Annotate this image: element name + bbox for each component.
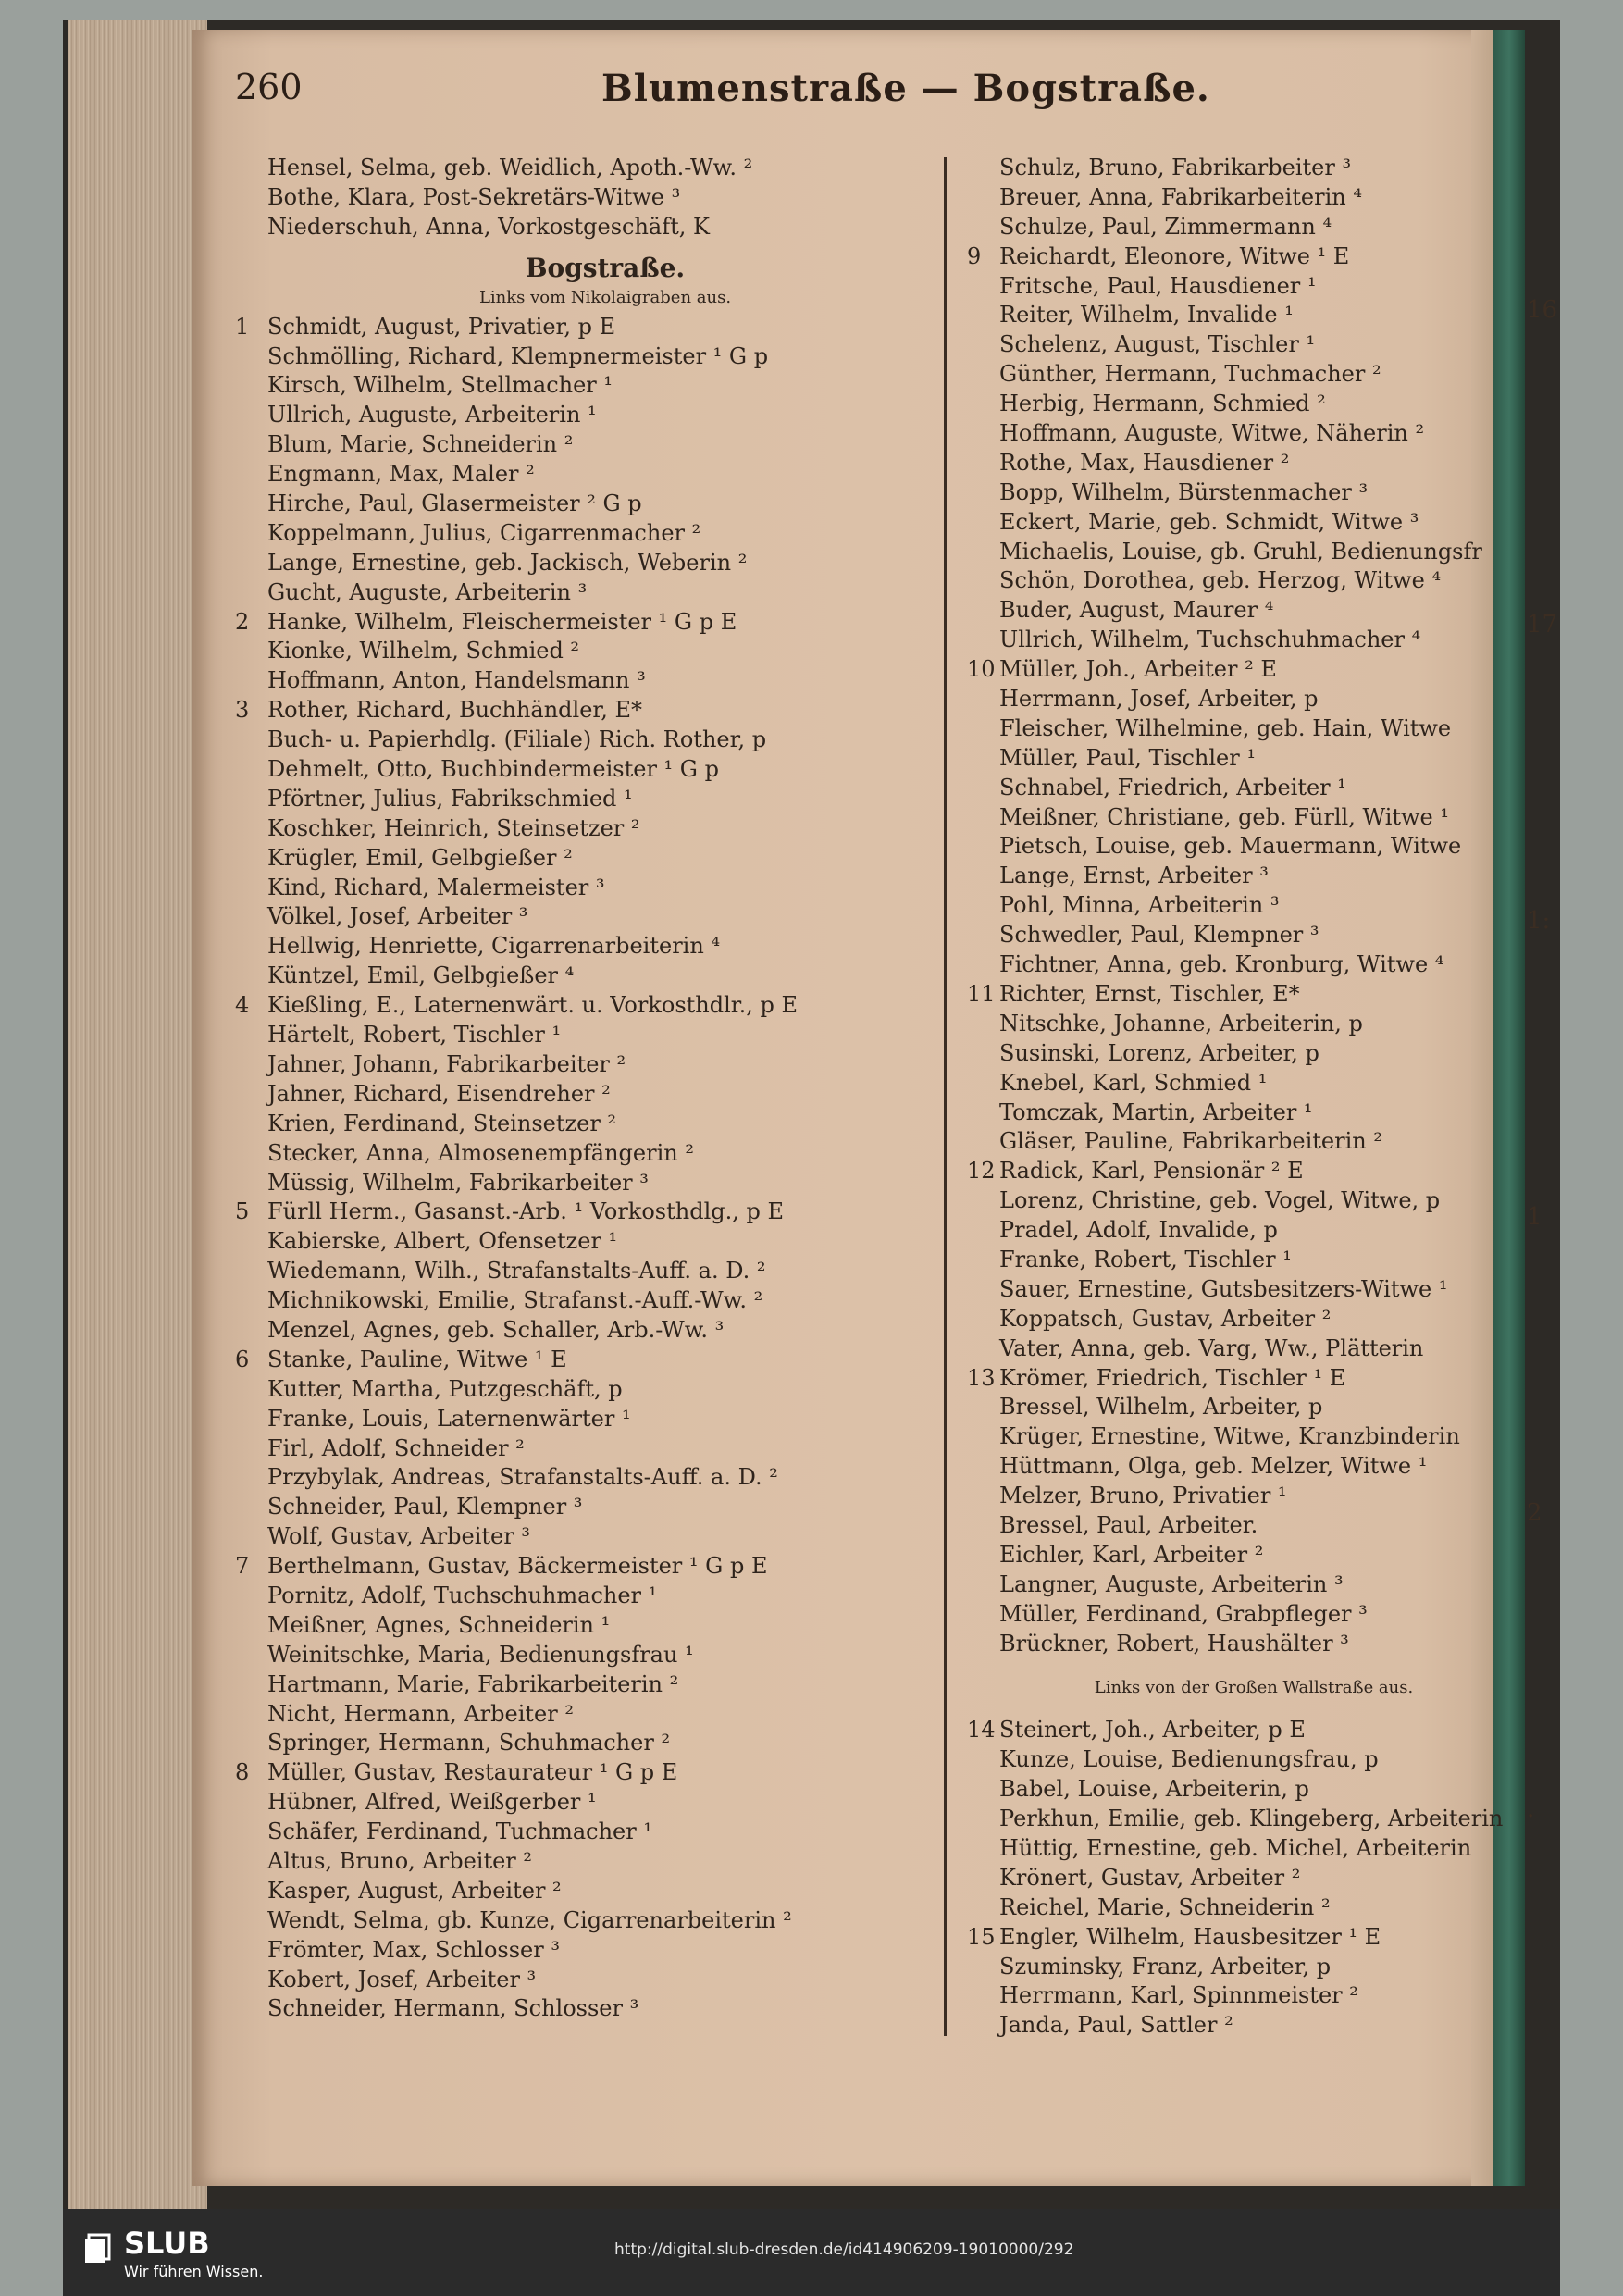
resident-entry: Reiter, Wilhelm, Invalide ¹ [999, 302, 1294, 329]
directory-entry [967, 1422, 1541, 1452]
house-number: 3 [235, 697, 250, 724]
house-number: 5 [235, 1198, 250, 1225]
resident-entry: Hüttig, Ernestine, geb. Michel, Arbeiterin [999, 1834, 1472, 1861]
directory-entry [235, 401, 975, 430]
directory-entry [967, 213, 1541, 242]
resident-entry: Kirsch, Wilhelm, Stellmacher ¹ [267, 372, 613, 399]
directory-entry [967, 538, 1541, 567]
resident-entry: Kasper, August, Arbeiter ² [267, 1877, 562, 1904]
directory-entry [967, 1246, 1541, 1275]
directory-entry [967, 1364, 1541, 1394]
resident-entry: Hellwig, Henriette, Cigarrenarbeiterin ⁴ [267, 933, 721, 960]
resident-entry: Vater, Anna, geb. Varg, Ww., Plätterin [999, 1334, 1424, 1361]
directory-entry [235, 1346, 975, 1375]
resident-entry: Hoffmann, Auguste, Witwe, Näherin ² [999, 420, 1425, 447]
resident-entry: Reichardt, Eleonore, Witwe ¹ E [999, 242, 1350, 269]
resident-entry: Sauer, Ernestine, Gutsbesitzers-Witwe ¹ [999, 1275, 1448, 1302]
resident-entry: Schäfer, Ferdinand, Tuchmacher ¹ [267, 1818, 652, 1845]
resident-entry: Krügler, Emil, Gelbgießer ² [267, 844, 573, 871]
resident-entry: Rother, Richard, Buchhändler, E* [267, 697, 643, 724]
resident-entry: Engler, Wilhelm, Hausbesitzer ¹ E [999, 1923, 1381, 1950]
house-number: 4 [235, 992, 250, 1019]
margin-mark: 16 [1527, 296, 1558, 324]
directory-entry [967, 1275, 1541, 1305]
resident-entry: Frömter, Max, Schlosser ³ [267, 1936, 560, 1963]
directory-entry [967, 1541, 1541, 1570]
resident-entry: Krönert, Gustav, Arbeiter ² [999, 1864, 1301, 1891]
viewer-footer [63, 2209, 1560, 2296]
directory-entry [967, 301, 1541, 330]
column-divider [944, 157, 947, 2036]
brand-tagline: Wir führen Wissen. [124, 2263, 264, 2280]
house-number: 15 [967, 1923, 996, 1950]
directory-entry [235, 1110, 975, 1139]
resident-entry: Hoffmann, Anton, Handelsmann ³ [267, 667, 646, 694]
directory-entry [967, 1216, 1541, 1246]
directory-entry [235, 1847, 975, 1877]
resident-entry: Perkhun, Emilie, geb. Klingeberg, Arbeiterin [999, 1806, 1504, 1832]
directory-entry [967, 183, 1541, 213]
resident-entry: Ullrich, Auguste, Arbeiterin ¹ [267, 402, 597, 428]
directory-entry [235, 785, 975, 814]
resident-entry: Kutter, Martha, Putzgeschäft, p [267, 1375, 623, 1402]
directory-entry [967, 655, 1541, 685]
directory-entry [967, 891, 1541, 921]
directory-entry [967, 862, 1541, 891]
directory-entry [235, 1611, 975, 1641]
resident-entry: Meißner, Christiane, geb. Fürll, Witwe ¹ [999, 803, 1450, 830]
resident-entry: Küntzel, Emil, Gelbgießer ⁴ [267, 962, 575, 989]
directory-entry [967, 1923, 1541, 1953]
margin-mark: . [1527, 1795, 1535, 1823]
resident-entry: Koppelmann, Julius, Cigarrenmacher ² [267, 519, 701, 546]
resident-entry: Rothe, Max, Hausdiener ² [999, 449, 1290, 476]
resident-entry: Wiedemann, Wilh., Strafanstalts-Auff. a. D. ² [267, 1258, 766, 1285]
resident-entry: Krien, Ferdinand, Steinsetzer ² [267, 1110, 617, 1136]
house-number: 10 [967, 656, 996, 683]
resident-entry: Firl, Adolf, Schneider ² [267, 1434, 525, 1461]
source-url-link[interactable]: http://digital.slub-dresden.de/id414906209-19010000/292 [614, 2240, 1074, 2259]
directory-entry [967, 1069, 1541, 1098]
directory-entry [967, 1745, 1541, 1775]
directory-entry [967, 1570, 1541, 1600]
directory-entry [967, 1186, 1541, 1216]
directory-entry [967, 1452, 1541, 1482]
directory-entry [235, 874, 975, 903]
directory-entry [967, 419, 1541, 449]
running-head: Blumenstraße — Bogstraße. [601, 67, 1210, 110]
resident-entry: Stecker, Anna, Almosenempfängerin ² [267, 1139, 694, 1166]
resident-entry: Brückner, Robert, Haushälter ³ [999, 1630, 1349, 1657]
resident-entry: Fritsche, Paul, Hausdiener ¹ [999, 272, 1317, 299]
directory-entry [235, 213, 975, 242]
house-number: 7 [235, 1553, 250, 1580]
directory-entry [967, 508, 1541, 538]
resident-entry: Breuer, Anna, Fabrikarbeiterin ⁴ [999, 183, 1362, 210]
directory-entry [235, 1080, 975, 1110]
resident-entry: Janda, Paul, Sattler ² [999, 2012, 1233, 2039]
directory-entry [235, 814, 975, 844]
directory-entry [235, 1198, 975, 1227]
resident-entry: Franke, Robert, Tischler ¹ [999, 1246, 1292, 1272]
resident-entry: Altus, Bruno, Arbeiter ² [267, 1847, 533, 1874]
directory-entry [235, 430, 975, 460]
section-subheading: Links von der Großen Wallstraße aus. [1094, 1678, 1414, 1698]
resident-entry: Pradel, Adolf, Invalide, p [999, 1217, 1278, 1244]
directory-entry [967, 950, 1541, 980]
directory-entry [235, 1522, 975, 1552]
directory-entry [235, 1286, 975, 1316]
directory-entry [235, 1758, 975, 1788]
resident-entry: Müller, Ferdinand, Grabpfleger ³ [999, 1600, 1368, 1627]
directory-entry [967, 1098, 1541, 1128]
resident-entry: Müssig, Wilhelm, Fabrikarbeiter ³ [267, 1169, 649, 1196]
resident-entry: Menzel, Agnes, geb. Schaller, Arb.-Ww. ³ [267, 1316, 725, 1343]
directory-entry [967, 744, 1541, 774]
directory-entry [235, 962, 975, 991]
house-number: 14 [967, 1717, 996, 1744]
directory-entry [967, 596, 1541, 626]
directory-entry [235, 1463, 975, 1493]
directory-entry [967, 1157, 1541, 1186]
resident-entry: Hensel, Selma, geb. Weidlich, Apoth.-Ww. ² [267, 155, 753, 180]
directory-entry [967, 360, 1541, 390]
resident-entry: Kießling, E., Laternenwärt. u. Vorkosthdlr., p E [267, 992, 799, 1019]
directory-entry [235, 1316, 975, 1346]
margin-mark: 2 [1527, 1499, 1542, 1527]
directory-entry [967, 478, 1541, 508]
directory-entry [967, 714, 1541, 744]
margin-mark: 1: [1527, 907, 1551, 935]
slub-logo-icon [81, 2233, 115, 2266]
directory-entry [235, 755, 975, 785]
resident-entry: Müller, Gustav, Restaurateur ¹ G p E [267, 1759, 678, 1786]
resident-entry: Schelenz, August, Tischler ¹ [999, 331, 1316, 358]
directory-entry [235, 1700, 975, 1730]
resident-entry: Pietsch, Louise, geb. Mauermann, Witwe [999, 833, 1462, 860]
resident-entry: Gucht, Auguste, Arbeiterin ³ [267, 578, 588, 605]
resident-entry: Richter, Ernst, Tischler, E* [999, 980, 1300, 1007]
directory-entry [967, 1893, 1541, 1923]
resident-entry: Schmidt, August, Privatier, p E [267, 313, 616, 340]
house-number: 9 [967, 242, 982, 269]
resident-entry: Stanke, Pauline, Witwe ¹ E [267, 1346, 567, 1372]
resident-entry: Jahner, Richard, Eisendreher ² [267, 1080, 611, 1107]
resident-entry: Lange, Ernestine, geb. Jackisch, Weberin ² [267, 549, 748, 576]
directory-entry [967, 1600, 1541, 1630]
resident-entry: Reichel, Marie, Schneiderin ² [999, 1893, 1331, 1920]
resident-entry: Lorenz, Christine, geb. Vogel, Witwe, p [999, 1187, 1441, 1214]
directory-entry [967, 1775, 1541, 1805]
resident-entry: Herbig, Hermann, Schmied ² [999, 391, 1326, 417]
resident-entry: Melzer, Bruno, Privatier ¹ [999, 1483, 1287, 1509]
resident-entry: Hanke, Wilhelm, Fleischermeister ¹ G p E [267, 608, 737, 635]
directory-entry [967, 626, 1541, 655]
resident-entry: Hirche, Paul, Glasermeister ² G p [267, 490, 642, 517]
directory-entry [235, 313, 975, 342]
resident-entry: Radick, Karl, Pensionär ² E [999, 1158, 1304, 1185]
house-number: 13 [967, 1364, 996, 1391]
directory-entry [235, 1670, 975, 1700]
directory-entry [235, 726, 975, 755]
resident-entry: Berthelmann, Gustav, Bäckermeister ¹ G p E [267, 1553, 768, 1580]
resident-entry: Schulze, Paul, Zimmermann ⁴ [999, 213, 1332, 240]
section-subheading: Links vom Nikolaigraben aus. [478, 287, 732, 307]
directory-entry [967, 154, 1541, 183]
resident-entry: Susinski, Lorenz, Arbeiter, p [999, 1039, 1319, 1066]
resident-entry: Przybylak, Andreas, Strafanstalts-Auff. a. D. ² [267, 1464, 778, 1491]
page-number: 260 [235, 67, 303, 107]
directory-entry [235, 1877, 975, 1906]
resident-entry: Müller, Joh., Arbeiter ² E [999, 656, 1277, 683]
resident-entry: Tomczak, Martin, Arbeiter ¹ [999, 1098, 1313, 1125]
directory-entry [235, 1582, 975, 1611]
directory-entry [235, 1966, 975, 1995]
directory-entry [235, 902, 975, 932]
directory-entry [967, 774, 1541, 803]
directory-entry [235, 1139, 975, 1169]
directory-entry [235, 1936, 975, 1966]
house-number: 8 [235, 1759, 250, 1786]
resident-entry: Niederschuh, Anna, Vorkostgeschäft, K [267, 213, 710, 240]
book-page-edges [68, 20, 207, 2209]
resident-entry: Jahner, Johann, Fabrikarbeiter ² [267, 1050, 626, 1077]
resident-entry: Eckert, Marie, geb. Schmidt, Witwe ³ [999, 508, 1419, 535]
house-number: 2 [235, 608, 250, 635]
directory-entry [235, 183, 975, 213]
directory-entry [967, 1334, 1541, 1364]
resident-entry: Eichler, Karl, Arbeiter ² [999, 1541, 1264, 1568]
resident-entry: Lange, Ernst, Arbeiter ³ [999, 863, 1269, 889]
directory-entry [967, 1834, 1541, 1864]
resident-entry: Krüger, Ernestine, Witwe, Kranzbinderin [999, 1423, 1460, 1450]
directory-entry [967, 1511, 1541, 1541]
resident-entry: Michnikowski, Emilie, Strafanst.-Auff.-Ww. ² [267, 1287, 763, 1314]
directory-entry [967, 1039, 1541, 1069]
directory-entry [235, 1994, 975, 2024]
directory-entry [967, 1981, 1541, 2011]
directory-entry [967, 1482, 1541, 1511]
resident-entry: Pohl, Minna, Arbeiterin ³ [999, 892, 1280, 919]
directory-entry [967, 1716, 1541, 1745]
resident-entry: Schön, Dorothea, geb. Herzog, Witwe ⁴ [999, 567, 1442, 594]
resident-entry: Steinert, Joh., Arbeiter, p E [999, 1717, 1306, 1744]
directory-entry [967, 330, 1541, 360]
directory-entry [235, 154, 975, 183]
directory-entry [235, 1405, 975, 1434]
directory-entry [235, 1050, 975, 1080]
directory-entry [967, 2011, 1541, 2041]
resident-entry: Franke, Louis, Laternenwärter ¹ [267, 1405, 631, 1432]
margin-mark: 1 [1527, 1203, 1542, 1231]
resident-entry: Bothe, Klara, Post-Sekretärs-Witwe ³ [267, 183, 681, 210]
directory-entry [967, 1393, 1541, 1422]
house-number: 11 [967, 980, 996, 1007]
resident-entry: Schneider, Hermann, Schlosser ³ [267, 1995, 639, 2022]
directory-entry [235, 371, 975, 401]
directory-entry [967, 1953, 1541, 1982]
directory-entry [235, 1788, 975, 1818]
directory-entry [235, 1641, 975, 1670]
resident-entry: Herrmann, Josef, Arbeiter, p [999, 686, 1319, 713]
resident-entry: Michaelis, Louise, gb. Gruhl, Bedienungsfr [999, 538, 1482, 565]
resident-entry: Buder, August, Maurer ⁴ [999, 597, 1274, 624]
directory-entry [235, 1227, 975, 1257]
resident-entry: Günther, Hermann, Tuchmacher ² [999, 361, 1381, 388]
resident-entry: Kobert, Josef, Arbeiter ³ [267, 1966, 537, 1992]
directory-entry [235, 1375, 975, 1405]
resident-entry: Schneider, Paul, Klempner ³ [267, 1494, 583, 1520]
directory-entry [235, 460, 975, 490]
directory-entry [235, 1906, 975, 1936]
directory-entry [235, 1434, 975, 1464]
directory-entry [967, 1864, 1541, 1893]
directory-entry [967, 980, 1541, 1010]
resident-entry: Wolf, Gustav, Arbeiter ³ [267, 1523, 530, 1550]
directory-entry [235, 932, 975, 962]
resident-entry: Bressel, Wilhelm, Arbeiter, p [999, 1394, 1323, 1421]
resident-entry: Nitschke, Johanne, Arbeiterin, p [999, 1010, 1363, 1036]
resident-entry: Hüttmann, Olga, geb. Melzer, Witwe ¹ [999, 1453, 1428, 1480]
resident-entry: Schnabel, Friedrich, Arbeiter ¹ [999, 774, 1346, 800]
directory-entry [235, 1169, 975, 1198]
resident-entry: Müller, Paul, Tischler ¹ [999, 744, 1256, 771]
directory-entry [967, 832, 1541, 862]
resident-entry: Kabierske, Albert, Ofensetzer ¹ [267, 1228, 618, 1255]
resident-entry: Knebel, Karl, Schmied ¹ [999, 1069, 1268, 1096]
directory-entry [967, 242, 1541, 272]
margin-mark: 17 [1527, 611, 1558, 639]
directory-entry [235, 1257, 975, 1286]
resident-entry: Pförtner, Julius, Fabrikschmied ¹ [267, 785, 633, 812]
directory-entry [235, 1818, 975, 1847]
directory-entry [967, 803, 1541, 833]
directory-entry [235, 1552, 975, 1582]
directory-entry [235, 519, 975, 549]
resident-entry: Fichtner, Anna, geb. Kronburg, Witwe ⁴ [999, 951, 1444, 978]
directory-entry [235, 1729, 975, 1758]
directory-entry [235, 844, 975, 874]
resident-entry: Weinitschke, Maria, Bedienungsfrau ¹ [267, 1641, 694, 1668]
resident-entry: Blum, Marie, Schneiderin ² [267, 431, 574, 458]
resident-entry: Bressel, Paul, Arbeiter. [999, 1511, 1258, 1538]
house-number: 12 [967, 1158, 996, 1185]
directory-entry [235, 991, 975, 1021]
brand-name: SLUB [124, 2226, 210, 2261]
directory-entry [967, 1630, 1541, 1659]
resident-entry: Kunze, Louise, Bedienungsfrau, p [999, 1746, 1379, 1773]
directory-entry [235, 549, 975, 578]
left-column [235, 154, 975, 2024]
resident-entry: Dehmelt, Otto, Buchbindermeister ¹ G p [267, 756, 719, 783]
resident-entry: Härtelt, Robert, Tischler ¹ [267, 1022, 562, 1049]
resident-entry: Hartmann, Marie, Fabrikarbeiterin ² [267, 1670, 679, 1697]
resident-entry: Nicht, Hermann, Arbeiter ² [267, 1700, 574, 1727]
directory-entry [967, 1127, 1541, 1157]
directory-entry [235, 608, 975, 638]
resident-entry: Engmann, Max, Maler ² [267, 461, 535, 488]
resident-entry: Schwedler, Paul, Klempner ³ [999, 922, 1319, 949]
street-heading: Bogstraße. [525, 252, 686, 283]
resident-entry: Bopp, Wilhelm, Bürstenmacher ³ [999, 478, 1369, 505]
resident-entry: Schmölling, Richard, Klempnermeister ¹ G p [267, 342, 769, 369]
resident-entry: Wendt, Selma, gb. Kunze, Cigarrenarbeiterin ² [267, 1906, 792, 1933]
directory-entry [235, 1021, 975, 1050]
house-number: 1 [235, 313, 250, 340]
resident-entry: Meißner, Agnes, Schneiderin ¹ [267, 1611, 611, 1638]
directory-entry [235, 666, 975, 696]
directory-entry [235, 696, 975, 726]
directory-entry [967, 1305, 1541, 1334]
resident-entry: Gläser, Pauline, Fabrikarbeiterin ² [999, 1128, 1382, 1155]
directory-entry [235, 578, 975, 608]
directory-entry [967, 921, 1541, 950]
house-number: 6 [235, 1346, 250, 1372]
directory-entry [967, 1010, 1541, 1039]
directory-entry [235, 490, 975, 519]
directory-entry [967, 272, 1541, 302]
resident-entry: Kind, Richard, Malermeister ³ [267, 874, 605, 900]
resident-entry: Buch- u. Papierhdlg. (Filiale) Rich. Rother, p [267, 726, 767, 753]
resident-entry: Schulz, Bruno, Fabrikarbeiter ³ [999, 155, 1352, 180]
resident-entry: Völkel, Josef, Arbeiter ³ [267, 903, 528, 930]
resident-entry: Langner, Auguste, Arbeiterin ³ [999, 1570, 1344, 1597]
right-column [967, 154, 1541, 2041]
resident-entry: Szuminsky, Franz, Arbeiter, p [999, 1953, 1332, 1980]
directory-entry [235, 1493, 975, 1522]
directory-entry [967, 449, 1541, 478]
resident-entry: Ullrich, Wilhelm, Tuchschuhmacher ⁴ [999, 627, 1421, 653]
resident-entry: Hübner, Alfred, Weißgerber ¹ [267, 1789, 597, 1816]
directory-entry [235, 342, 975, 372]
directory-entry [967, 685, 1541, 714]
resident-entry: Fürll Herm., Gasanst.-Arb. ¹ Vorkosthdlg., p E [267, 1198, 785, 1225]
resident-entry: Koschker, Heinrich, Steinsetzer ² [267, 814, 640, 841]
resident-entry: Koppatsch, Gustav, Arbeiter ² [999, 1305, 1332, 1332]
directory-entry [967, 390, 1541, 419]
resident-entry: Pornitz, Adolf, Tuchschuhmacher ¹ [267, 1582, 658, 1608]
resident-entry: Fleischer, Wilhelmine, geb. Hain, Witwe [999, 714, 1452, 741]
resident-entry: Babel, Louise, Arbeiterin, p [999, 1776, 1309, 1803]
resident-entry: Springer, Hermann, Schuhmacher ² [267, 1730, 671, 1756]
directory-entry [967, 1805, 1541, 1834]
directory-entry [235, 637, 975, 666]
resident-entry: Herrmann, Karl, Spinnmeister ² [999, 1982, 1358, 2009]
resident-entry: Krömer, Friedrich, Tischler ¹ E [999, 1364, 1346, 1391]
resident-entry: Kionke, Wilhelm, Schmied ² [267, 638, 580, 664]
directory-entry [967, 566, 1541, 596]
